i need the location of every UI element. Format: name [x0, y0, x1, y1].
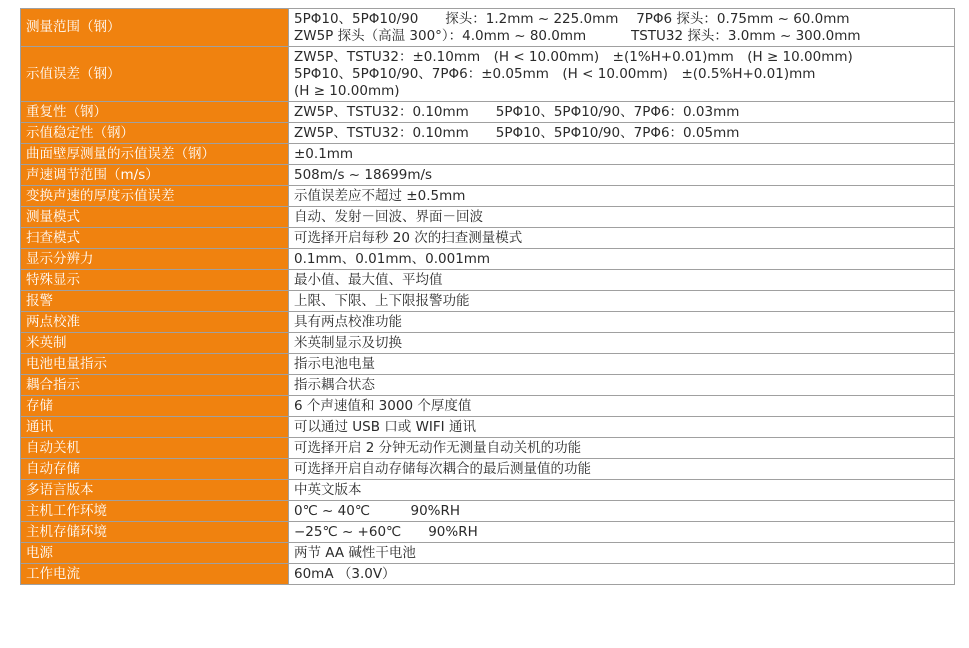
spec-row [21, 249, 955, 270]
spec-label: 主机存储环境 [21, 522, 289, 543]
spec-label: 工作电流 [21, 564, 289, 585]
spec-value-line: 最小值、最大值、平均值 [294, 271, 443, 288]
spec-label: 报警 [21, 291, 289, 312]
spec-value-line: 米英制显示及切换 [294, 334, 402, 351]
spec-value-line: 0℃ ~ 40℃ 90%RH [294, 502, 461, 519]
spec-value [289, 501, 955, 522]
spec-label: 测量模式 [21, 207, 289, 228]
spec-value-line: 可选择开启每秒 20 次的扫查测量模式 [294, 229, 523, 246]
spec-value-line: 60mA （3.0V） [294, 565, 396, 582]
spec-table-body [21, 9, 955, 585]
spec-label: 声速调节范围（m/s） [21, 165, 289, 186]
spec-label: 重复性（钢） [21, 102, 289, 123]
spec-label: 扫查模式 [21, 228, 289, 249]
spec-row [21, 47, 955, 102]
spec-value [289, 249, 955, 270]
spec-value [289, 564, 955, 585]
spec-value [289, 333, 955, 354]
spec-value-line: 0.1mm、0.01mm、0.001mm [294, 250, 491, 267]
spec-value-line: 自动、发射－回波、界面－回波 [294, 208, 483, 225]
spec-value-line: 指示电池电量 [294, 355, 375, 372]
spec-label: 变换声速的厚度示值误差 [21, 186, 289, 207]
spec-value [289, 186, 955, 207]
spec-value [289, 291, 955, 312]
spec-label: 主机工作环境 [21, 501, 289, 522]
spec-label: 自动存储 [21, 459, 289, 480]
spec-label: 测量范围（钢） [21, 9, 289, 47]
spec-row [21, 144, 955, 165]
spec-value [289, 270, 955, 291]
spec-value [289, 438, 955, 459]
spec-row [21, 375, 955, 396]
spec-value-line: 具有两点校准功能 [294, 313, 402, 330]
spec-value-line: 上限、下限、上下限报警功能 [294, 292, 470, 309]
spec-label: 特殊显示 [21, 270, 289, 291]
spec-row [21, 291, 955, 312]
spec-value [289, 375, 955, 396]
spec-label: 显示分辨力 [21, 249, 289, 270]
spec-row [21, 186, 955, 207]
spec-value-line: 可选择开启自动存储每次耦合的最后测量值的功能 [294, 460, 591, 477]
spec-value [289, 144, 955, 165]
spec-value-line: ZW5P、TSTU32：0.10mm 5PΦ10、5PΦ10/90、7PΦ6：0.05mm [294, 124, 740, 141]
spec-row [21, 564, 955, 585]
spec-value-line: 可以通过 USB 口或 WIFI 通讯 [294, 418, 476, 435]
spec-row [21, 102, 955, 123]
spec-value-line: ZW5P 探头（高温 300°）：4.0mm ~ 80.0mm TSTU32 探头：3.0mm ~ 300.0mm [294, 27, 861, 44]
spec-value [289, 354, 955, 375]
spec-row [21, 396, 955, 417]
spec-table [20, 8, 955, 585]
spec-label: 示值稳定性（钢） [21, 123, 289, 144]
spec-label: 曲面壁厚测量的示值误差（钢） [21, 144, 289, 165]
spec-value [289, 123, 955, 144]
spec-row [21, 9, 955, 47]
spec-label: 通讯 [21, 417, 289, 438]
spec-value [289, 228, 955, 249]
spec-row [21, 522, 955, 543]
spec-row [21, 501, 955, 522]
spec-row [21, 417, 955, 438]
spec-value [289, 9, 955, 47]
spec-value-line: 两节 AA 碱性干电池 [294, 544, 416, 561]
spec-label: 多语言版本 [21, 480, 289, 501]
spec-value [289, 102, 955, 123]
spec-label: 示值误差（钢） [21, 47, 289, 102]
spec-value-line: ZW5P、TSTU32：±0.10mm (H < 10.00mm) ±(1%H+0.01)mm (H ≥ 10.00mm) [294, 48, 853, 65]
spec-value-line: 5PΦ10、5PΦ10/90、7PΦ6：±0.05mm (H < 10.00mm) ±(0.5%H+0.01)mm [294, 65, 816, 82]
spec-label: 耦合指示 [21, 375, 289, 396]
spec-row [21, 123, 955, 144]
spec-value [289, 165, 955, 186]
spec-row [21, 270, 955, 291]
spec-value-line: ZW5P、TSTU32：0.10mm 5PΦ10、5PΦ10/90、7PΦ6：0.03mm [294, 103, 740, 120]
spec-label: 存储 [21, 396, 289, 417]
spec-value-line: 5PΦ10、5PΦ10/90 探头：1.2mm ~ 225.0mm 7PΦ6 探头：0.75mm ~ 60.0mm [294, 10, 850, 27]
spec-value-line: 中英文版本 [294, 481, 362, 498]
spec-row [21, 354, 955, 375]
spec-row [21, 165, 955, 186]
spec-value-line: (H ≥ 10.00mm) [294, 82, 400, 99]
spec-value [289, 312, 955, 333]
spec-value [289, 47, 955, 102]
spec-value-line: ±0.1mm [294, 145, 354, 162]
spec-label: 电池电量指示 [21, 354, 289, 375]
spec-label: 电源 [21, 543, 289, 564]
spec-value [289, 480, 955, 501]
spec-row [21, 207, 955, 228]
spec-row [21, 480, 955, 501]
spec-value [289, 459, 955, 480]
spec-label: 米英制 [21, 333, 289, 354]
spec-row [21, 543, 955, 564]
spec-value-line: −25℃ ~ +60℃ 90%RH [294, 523, 478, 540]
spec-value [289, 417, 955, 438]
spec-label: 两点校准 [21, 312, 289, 333]
spec-value [289, 207, 955, 228]
spec-row [21, 438, 955, 459]
spec-value-line: 指示耦合状态 [294, 376, 375, 393]
spec-value-line: 6 个声速值和 3000 个厚度值 [294, 397, 472, 414]
spec-label: 自动关机 [21, 438, 289, 459]
spec-value [289, 396, 955, 417]
spec-row [21, 333, 955, 354]
spec-value-line: 示值误差应不超过 ±0.5mm [294, 187, 466, 204]
spec-row [21, 312, 955, 333]
spec-value [289, 522, 955, 543]
spec-value-line: 可选择开启 2 分钟无动作无测量自动关机的功能 [294, 439, 582, 456]
spec-row [21, 228, 955, 249]
spec-row [21, 459, 955, 480]
spec-value-line: 508m/s ~ 18699m/s [294, 166, 433, 183]
spec-value [289, 543, 955, 564]
